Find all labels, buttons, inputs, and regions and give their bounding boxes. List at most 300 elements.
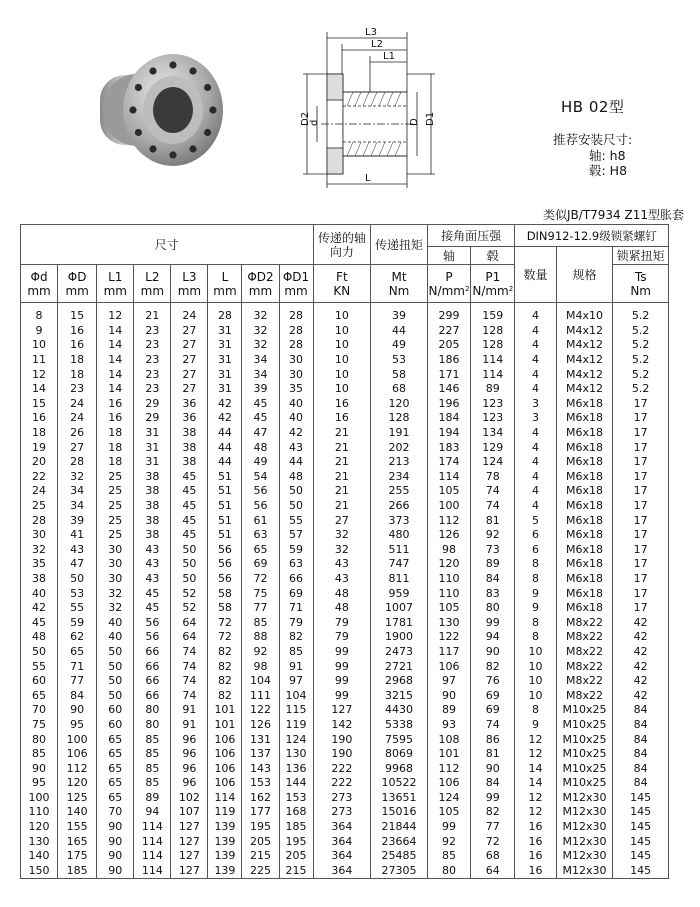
table-row <box>21 820 669 835</box>
table-cell: 85 <box>279 645 313 660</box>
table-cell: 9968 <box>371 761 428 776</box>
table-cell: 2968 <box>371 674 428 689</box>
header-L1: L1 mm <box>97 265 134 303</box>
table-cell: 42 <box>613 615 669 630</box>
screw-head <box>149 145 156 152</box>
table-cell: 213 <box>371 455 428 470</box>
table-cell: 114 <box>134 864 171 879</box>
table-cell: 4 <box>515 455 556 470</box>
table-cell: 205 <box>279 849 313 864</box>
screw-head <box>135 129 142 136</box>
table-cell: 75 <box>242 586 279 601</box>
table-cell: 124 <box>279 732 313 747</box>
table-cell: M12x30 <box>556 849 613 864</box>
table-cell: 106 <box>208 776 242 791</box>
table-cell: 165 <box>58 834 97 849</box>
header-d: Φd mm <box>21 265 58 303</box>
table-cell: 105 <box>427 601 470 616</box>
table-cell: 38 <box>134 499 171 514</box>
table-cell: 18 <box>97 440 134 455</box>
table-cell: 131 <box>242 732 279 747</box>
table-cell: 65 <box>97 761 134 776</box>
table-cell: 48 <box>279 470 313 485</box>
table-row <box>21 557 669 572</box>
table-cell: 96 <box>171 761 208 776</box>
table-cell: 5 <box>515 513 556 528</box>
table-cell: 22 <box>21 470 58 485</box>
table-cell: 195 <box>242 820 279 835</box>
table-cell: 30 <box>97 572 134 587</box>
table-cell: 18 <box>58 353 97 368</box>
table-cell: 35 <box>279 382 313 397</box>
table-cell: 14 <box>97 382 134 397</box>
table-cell: 72 <box>242 572 279 587</box>
table-cell: 115 <box>279 703 313 718</box>
table-cell: 114 <box>471 353 515 368</box>
table-cell: 12 <box>515 747 556 762</box>
table-cell: 4 <box>515 353 556 368</box>
table-cell: M6x18 <box>556 397 613 412</box>
product-photo <box>88 40 238 190</box>
table-cell: 85 <box>134 776 171 791</box>
table-cell: 32 <box>242 338 279 353</box>
table-cell: 91 <box>279 659 313 674</box>
table-cell: 56 <box>134 630 171 645</box>
header-torque: 传递扭矩 <box>371 225 428 265</box>
table-cell: 21 <box>313 440 371 455</box>
table-cell: 90 <box>97 864 134 879</box>
table-cell: 49 <box>242 455 279 470</box>
table-cell: 10 <box>515 645 556 660</box>
table-cell: 74 <box>471 718 515 733</box>
table-cell: 106 <box>208 761 242 776</box>
table-cell: 24 <box>171 303 208 324</box>
table-cell: M12x30 <box>556 791 613 806</box>
table-cell: 65 <box>242 543 279 558</box>
table-cell: 89 <box>427 703 470 718</box>
table-cell: 34 <box>58 499 97 514</box>
table-cell: 23 <box>134 382 171 397</box>
table-cell: M6x18 <box>556 513 613 528</box>
table-cell: M6x18 <box>556 484 613 499</box>
table-cell: 43 <box>58 543 97 558</box>
table-cell: 74 <box>171 645 208 660</box>
header-hub: 毂 <box>471 247 515 265</box>
table-cell: 21 <box>313 484 371 499</box>
table-cell: 50 <box>171 557 208 572</box>
header-contact-pressure: 接角面压强 <box>427 225 515 247</box>
table-cell: 89 <box>134 791 171 806</box>
table-cell: 112 <box>58 761 97 776</box>
table-cell: 104 <box>279 688 313 703</box>
table-cell: 2721 <box>371 659 428 674</box>
screw-head <box>149 67 156 74</box>
table-row <box>21 303 669 324</box>
table-cell: 27 <box>171 338 208 353</box>
header-L: L mm <box>208 265 242 303</box>
table-cell: 58 <box>208 601 242 616</box>
table-cell: 99 <box>427 820 470 835</box>
table-cell: 50 <box>97 674 134 689</box>
table-cell: 66 <box>134 688 171 703</box>
header-bolt: DIN912-12.9级锁紧螺钉 <box>515 225 669 247</box>
table-cell: 42 <box>21 601 58 616</box>
table-cell: 99 <box>313 674 371 689</box>
table-cell: 130 <box>21 834 58 849</box>
table-cell: 127 <box>171 849 208 864</box>
table-cell: 40 <box>97 630 134 645</box>
table-cell: 39 <box>58 513 97 528</box>
table-cell: 110 <box>427 586 470 601</box>
table-cell: 94 <box>134 805 171 820</box>
table-cell: 82 <box>208 659 242 674</box>
table-cell: 5.2 <box>613 303 669 324</box>
table-cell: 84 <box>613 761 669 776</box>
table-cell: 38 <box>134 484 171 499</box>
table-cell: 2473 <box>371 645 428 660</box>
table-cell: 13651 <box>371 791 428 806</box>
table-cell: 68 <box>371 382 428 397</box>
table-cell: 30 <box>21 528 58 543</box>
table-cell: 39 <box>371 303 428 324</box>
screw-head <box>189 145 196 152</box>
table-cell: 225 <box>242 864 279 879</box>
table-row <box>21 601 669 616</box>
table-cell: 10 <box>313 303 371 324</box>
table-cell: 196 <box>427 397 470 412</box>
table-cell: 43 <box>313 557 371 572</box>
table-cell: 4 <box>515 426 556 441</box>
table-cell: 27 <box>58 440 97 455</box>
table-cell: 190 <box>313 732 371 747</box>
table-cell: 74 <box>471 484 515 499</box>
table-cell: 98 <box>427 543 470 558</box>
table-cell: 89 <box>471 382 515 397</box>
table-cell: 48 <box>313 586 371 601</box>
table-cell: 36 <box>171 411 208 426</box>
table-cell: 72 <box>471 834 515 849</box>
table-cell: 82 <box>471 659 515 674</box>
table-cell: 65 <box>97 776 134 791</box>
table-cell: 28 <box>279 324 313 339</box>
table-cell: 82 <box>208 674 242 689</box>
table-cell: 14 <box>97 324 134 339</box>
table-cell: 125 <box>58 791 97 806</box>
table-cell: 23664 <box>371 834 428 849</box>
table-cell: 27 <box>171 353 208 368</box>
table-cell: 45 <box>171 528 208 543</box>
screw-head <box>204 129 211 136</box>
table-row <box>21 732 669 747</box>
table-cell: 10 <box>313 367 371 382</box>
table-cell: 25 <box>97 513 134 528</box>
table-cell: 52 <box>171 586 208 601</box>
table-row <box>21 747 669 762</box>
table-cell: 43 <box>279 440 313 455</box>
table-cell: 7595 <box>371 732 428 747</box>
table-cell: 21 <box>313 470 371 485</box>
table-cell: 273 <box>313 791 371 806</box>
install-hub: 毂: H8 <box>589 163 628 178</box>
table-cell: 18 <box>21 426 58 441</box>
table-row <box>21 382 669 397</box>
table-cell: M6x18 <box>556 455 613 470</box>
table-cell: 145 <box>613 805 669 820</box>
table-cell: 114 <box>134 834 171 849</box>
table-cell: 128 <box>471 338 515 353</box>
table-cell: 24 <box>21 484 58 499</box>
table-cell: 86 <box>471 732 515 747</box>
table-cell: 190 <box>313 747 371 762</box>
table-cell: 5.2 <box>613 324 669 339</box>
table-cell: 38 <box>171 455 208 470</box>
table-cell: 27305 <box>371 864 428 879</box>
table-cell: 58 <box>371 367 428 382</box>
table-cell: 95 <box>21 776 58 791</box>
table-cell: 35 <box>21 557 58 572</box>
table-cell: 64 <box>171 615 208 630</box>
table-cell: M6x18 <box>556 411 613 426</box>
table-cell: 64 <box>171 630 208 645</box>
spec-table <box>20 224 669 879</box>
table-cell: 34 <box>242 367 279 382</box>
table-cell: 119 <box>208 805 242 820</box>
table-cell: 14 <box>97 353 134 368</box>
table-row <box>21 834 669 849</box>
table-cell: 50 <box>97 659 134 674</box>
table-row <box>21 426 669 441</box>
table-cell: 14 <box>97 338 134 353</box>
table-cell: M6x18 <box>556 499 613 514</box>
table-cell: 60 <box>97 703 134 718</box>
dim-D2-label: D2 <box>300 111 311 126</box>
table-cell: 51 <box>208 499 242 514</box>
table-row <box>21 761 669 776</box>
table-cell: 50 <box>21 645 58 660</box>
table-cell: 25 <box>97 528 134 543</box>
install-shaft: 轴: h8 <box>589 147 626 163</box>
table-cell: M6x18 <box>556 543 613 558</box>
table-row <box>21 338 669 353</box>
table-cell: 17 <box>613 557 669 572</box>
table-cell: 101 <box>208 718 242 733</box>
header-P1: P1 $N/mm^2$ <box>471 265 515 303</box>
table-cell: 100 <box>58 732 97 747</box>
install-heading: 推荐安装尺寸: <box>553 132 633 147</box>
table-cell: 9 <box>21 324 58 339</box>
table-cell: 44 <box>371 324 428 339</box>
table-cell: 114 <box>134 820 171 835</box>
table-cell: 21 <box>313 426 371 441</box>
header-lock-torque: 锁紧扭矩 <box>613 247 669 265</box>
table-cell: 10 <box>21 338 58 353</box>
table-cell: M8x22 <box>556 674 613 689</box>
table-cell: 101 <box>208 703 242 718</box>
table-cell: 112 <box>427 513 470 528</box>
table-cell: 959 <box>371 586 428 601</box>
table-cell: 84 <box>471 776 515 791</box>
table-row <box>21 367 669 382</box>
table-cell: 215 <box>242 849 279 864</box>
table-row <box>21 674 669 689</box>
table-cell: 80 <box>21 732 58 747</box>
table-cell: 126 <box>242 718 279 733</box>
table-cell: 55 <box>21 659 58 674</box>
table-cell: 255 <box>371 484 428 499</box>
table-cell: 82 <box>208 645 242 660</box>
table-cell: M4x12 <box>556 382 613 397</box>
table-cell: M6x18 <box>556 586 613 601</box>
table-cell: 45 <box>171 484 208 499</box>
table-cell: 99 <box>313 659 371 674</box>
table-cell: 50 <box>97 688 134 703</box>
table-cell: 91 <box>171 718 208 733</box>
table-cell: 43 <box>134 543 171 558</box>
table-cell: 99 <box>471 615 515 630</box>
dim-L1-label: L1 <box>383 51 395 62</box>
table-cell: 17 <box>613 426 669 441</box>
table-cell: 12 <box>515 805 556 820</box>
table-cell: 128 <box>471 324 515 339</box>
table-cell: M8x22 <box>556 630 613 645</box>
table-cell: 66 <box>134 659 171 674</box>
table-cell: 10522 <box>371 776 428 791</box>
table-cell: M4x12 <box>556 338 613 353</box>
header-D: ΦD mm <box>58 265 97 303</box>
table-cell: 16 <box>515 864 556 879</box>
table-cell: 17 <box>613 601 669 616</box>
table-cell: 32 <box>242 324 279 339</box>
table-cell: 105 <box>427 805 470 820</box>
table-row <box>21 528 669 543</box>
table-cell: 72 <box>208 615 242 630</box>
table-cell: 12 <box>97 303 134 324</box>
table-cell: 139 <box>208 849 242 864</box>
table-cell: 114 <box>208 791 242 806</box>
table-cell: 76 <box>471 674 515 689</box>
header-Ts: Ts Nm <box>613 265 669 303</box>
table-cell: 38 <box>21 572 58 587</box>
table-cell: 23 <box>134 353 171 368</box>
screw-head <box>204 84 211 91</box>
table-cell: 8069 <box>371 747 428 762</box>
table-cell: 47 <box>242 426 279 441</box>
table-cell: M8x22 <box>556 659 613 674</box>
table-cell: 5.2 <box>613 367 669 382</box>
screw-head <box>169 61 176 68</box>
table-cell: 4 <box>515 499 556 514</box>
table-cell: 177 <box>242 805 279 820</box>
table-cell: 85 <box>134 732 171 747</box>
table-cell: 52 <box>171 601 208 616</box>
table-cell: 5338 <box>371 718 428 733</box>
table-cell: 44 <box>208 440 242 455</box>
table-cell: 90 <box>471 645 515 660</box>
table-row <box>21 470 669 485</box>
table-cell: 24 <box>58 411 97 426</box>
table-cell: 21 <box>313 455 371 470</box>
table-cell: 110 <box>21 805 58 820</box>
table-cell: 84 <box>613 747 669 762</box>
table-cell: 122 <box>242 703 279 718</box>
table-cell: 78 <box>471 470 515 485</box>
table-cell: 31 <box>208 324 242 339</box>
table-cell: 25 <box>97 484 134 499</box>
table-cell: 34 <box>242 353 279 368</box>
table-cell: 112 <box>427 761 470 776</box>
table-cell: 77 <box>471 820 515 835</box>
table-cell: 134 <box>471 426 515 441</box>
table-row <box>21 499 669 514</box>
table-cell: 104 <box>242 674 279 689</box>
table-cell: 266 <box>371 499 428 514</box>
table-cell: 84 <box>58 688 97 703</box>
table-cell: 50 <box>279 499 313 514</box>
table-cell: 65 <box>97 791 134 806</box>
table-row <box>21 703 669 718</box>
table-cell: 50 <box>58 572 97 587</box>
table-cell: 90 <box>97 849 134 864</box>
table-cell: 32 <box>58 470 97 485</box>
table-cell: M4x12 <box>556 324 613 339</box>
table-cell: 127 <box>171 864 208 879</box>
table-cell: 17 <box>613 470 669 485</box>
table-cell: 92 <box>427 834 470 849</box>
table-cell: 95 <box>58 718 97 733</box>
table-row <box>21 353 669 368</box>
table-cell: 71 <box>279 601 313 616</box>
table-cell: 215 <box>279 864 313 879</box>
table-cell: 45 <box>242 411 279 426</box>
table-cell: 32 <box>242 303 279 324</box>
table-cell: 120 <box>427 557 470 572</box>
table-cell: 82 <box>208 688 242 703</box>
screw-head <box>135 84 142 91</box>
table-cell: 31 <box>208 367 242 382</box>
table-cell: 107 <box>171 805 208 820</box>
table-cell: 194 <box>427 426 470 441</box>
table-cell: 83 <box>471 586 515 601</box>
table-cell: M12x30 <box>556 820 613 835</box>
table-cell: 4 <box>515 303 556 324</box>
dim-L2-label: L2 <box>371 39 383 50</box>
table-cell: 69 <box>279 586 313 601</box>
table-cell: 74 <box>171 674 208 689</box>
table-cell: 65 <box>21 688 58 703</box>
table-cell: 43 <box>134 572 171 587</box>
table-cell: 153 <box>279 791 313 806</box>
table-cell: 39 <box>242 382 279 397</box>
table-cell: 124 <box>471 455 515 470</box>
table-row <box>21 484 669 499</box>
table-cell: 90 <box>58 703 97 718</box>
table-row <box>21 513 669 528</box>
table-cell: 80 <box>134 703 171 718</box>
table-row <box>21 455 669 470</box>
table-cell: 92 <box>242 645 279 660</box>
table-cell: 65 <box>58 645 97 660</box>
table-cell: 45 <box>171 499 208 514</box>
header-qty: 数量 <box>515 247 556 303</box>
table-cell: 227 <box>427 324 470 339</box>
table-cell: 137 <box>242 747 279 762</box>
table-cell: 480 <box>371 528 428 543</box>
table-cell: 129 <box>471 440 515 455</box>
table-cell: M6x18 <box>556 557 613 572</box>
table-cell: M4x10 <box>556 303 613 324</box>
table-cell: 98 <box>242 659 279 674</box>
table-cell: 99 <box>313 688 371 703</box>
